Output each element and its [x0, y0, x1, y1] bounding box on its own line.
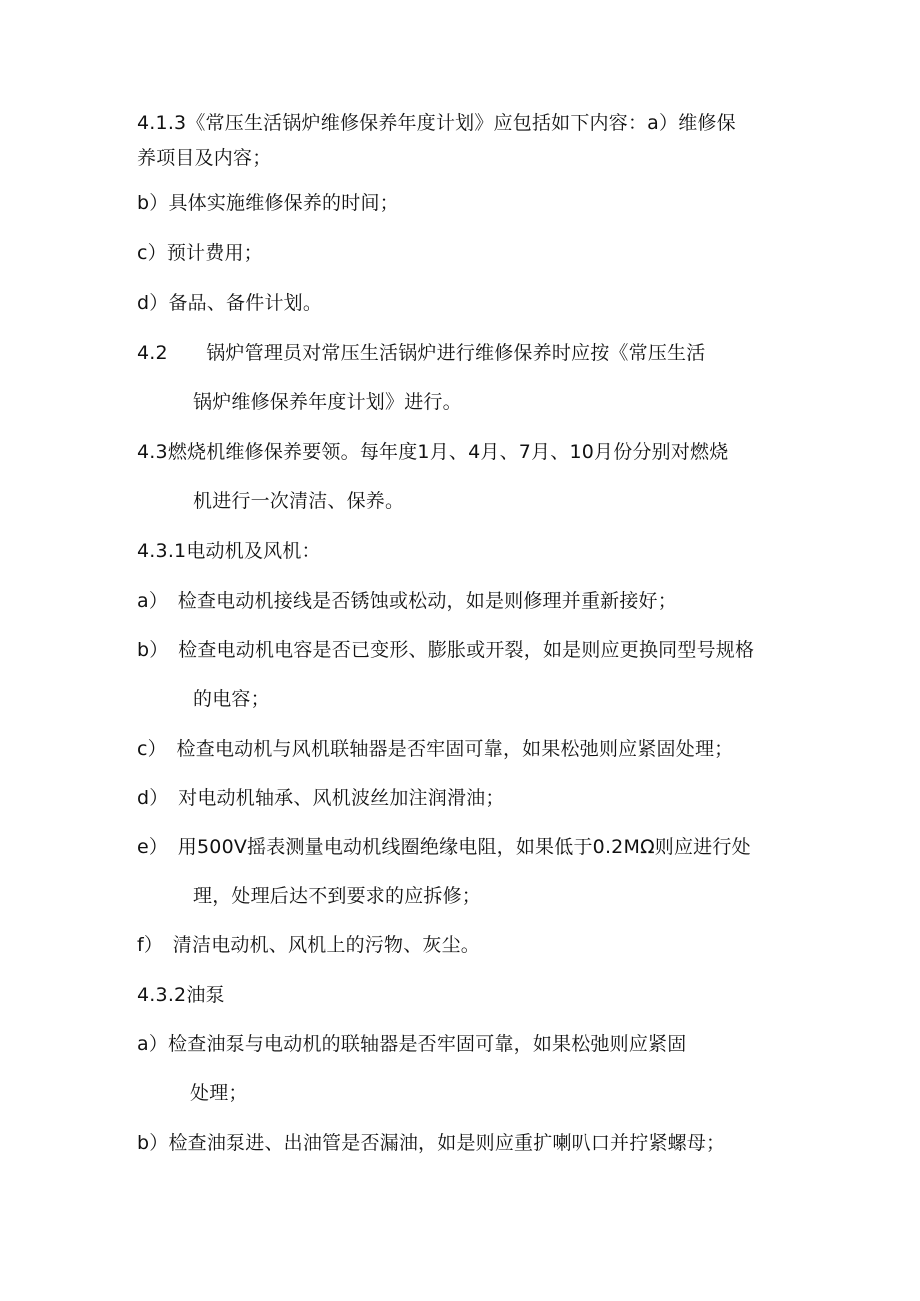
text-line-e-1: e） 用500V摇表测量电动机线圈绝缘电阻，如果低于0.2MΩ则应进行处	[137, 836, 751, 858]
text-line-a-2-cont: 处理；	[190, 1082, 248, 1104]
text-line-c: c）预计费用；	[137, 242, 263, 264]
text-line-d-1: d） 对电动机轴承、风机波丝加注润滑油；	[137, 787, 505, 809]
text-line-e-1-cont: 理，处理后达不到要求的应拆修；	[193, 885, 482, 907]
text-line-4-3-2: 4.3.2油泵	[137, 984, 225, 1006]
text-line-4-3-cont: 机进行一次清洁、保养。	[193, 490, 405, 512]
text-line-b-1-cont: 的电容；	[193, 688, 270, 710]
text-line-a-1: a） 检查电动机接线是否锈蚀或松动，如是则修理并重新接好；	[137, 590, 677, 612]
text-line-4-2-cont: 锅炉维修保养年度计划》进行。	[193, 391, 462, 413]
text-line-4-3-1: 4.3.1电动机及风机：	[137, 540, 321, 562]
text-line-4-1-3: 4.1.3《常压生活锅炉维修保养年度计划》应包括如下内容：a）维修保	[137, 112, 736, 134]
text-line-4-2: 4.2 锅炉管理员对常压生活锅炉进行维修保养时应按《常压生活	[137, 342, 706, 364]
text-line-b-2: b）检查油泵进、出油管是否漏油，如是则应重扩喇叭口并拧紧螺母；	[137, 1132, 726, 1154]
text-line-b-1: b） 检查电动机电容是否已变形、膨胀或开裂，如是则应更换同型号规格	[137, 639, 755, 661]
text-line-d: d）备品、备件计划。	[137, 292, 323, 314]
text-line-a-2: a）检查油泵与电动机的联轴器是否牢固可靠，如果松弛则应紧固	[137, 1033, 687, 1055]
text-line-c-1: c） 检查电动机与风机联轴器是否牢固可靠，如果松弛则应紧固处理；	[137, 738, 734, 760]
text-line-f-1: f） 清洁电动机、风机上的污物、灰尘。	[137, 934, 480, 956]
text-line-4-3: 4.3燃烧机维修保养要领。每年度1月、4月、7月、10月份分别对燃烧	[137, 441, 729, 463]
text-line-4-1-3-cont: 养项目及内容；	[137, 147, 272, 169]
text-line-b: b）具体实施维修保养的时间；	[137, 192, 399, 214]
